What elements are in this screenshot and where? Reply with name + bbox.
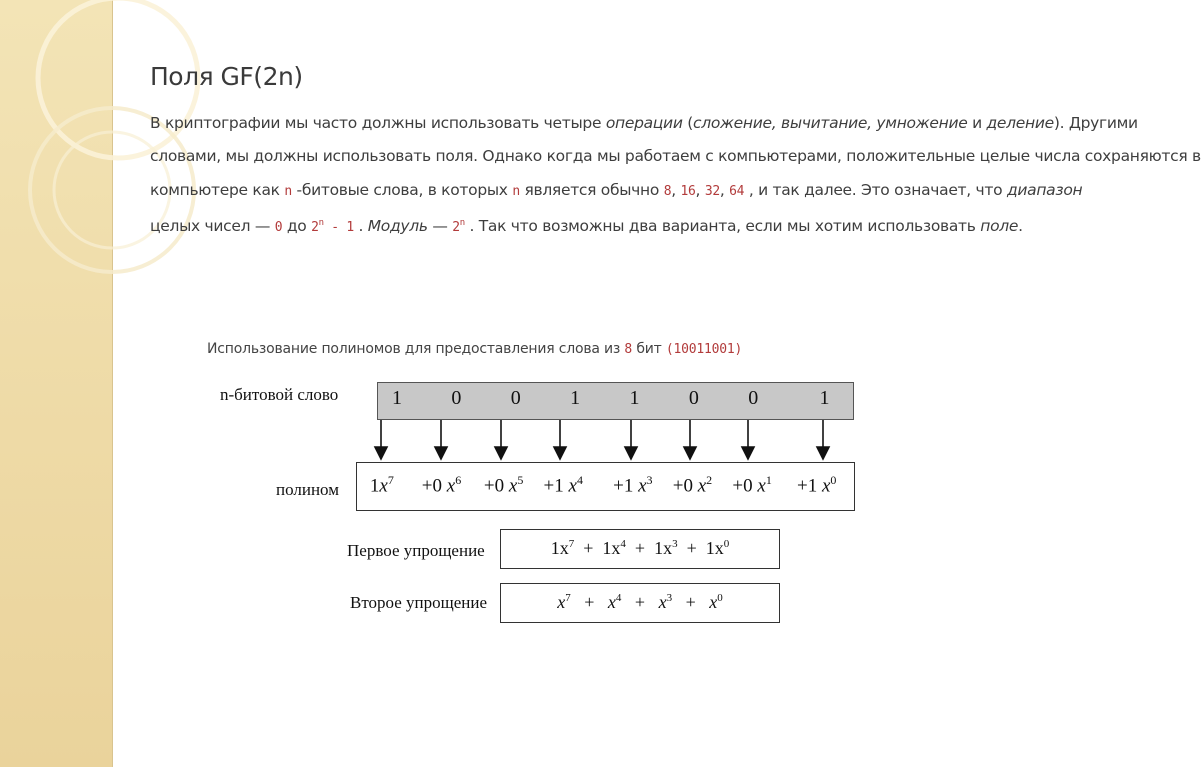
code-value: 2	[311, 220, 319, 235]
exponent: 4	[576, 473, 583, 487]
plus: +	[634, 592, 646, 612]
second-simplification-box	[500, 583, 780, 623]
term: 1x	[654, 538, 673, 558]
code-value: (10011001)	[665, 342, 743, 357]
exponent: 5	[517, 473, 524, 487]
coef: +1	[543, 475, 564, 497]
code-value: 32	[704, 184, 720, 199]
exponent: 0	[717, 592, 723, 604]
var: x	[508, 475, 518, 497]
code-superscript: n	[318, 218, 324, 228]
term: 1x	[705, 538, 724, 558]
decorative-sidebar	[0, 0, 113, 767]
exponent: 3	[646, 473, 653, 487]
text: —	[427, 217, 453, 235]
var: x	[757, 475, 766, 497]
bit-cell: 1	[570, 387, 581, 409]
text: , и так далее. Это означает, что	[744, 181, 1007, 199]
text: (	[682, 114, 693, 132]
plus: +	[584, 592, 595, 612]
plus: +	[634, 538, 646, 558]
var: x	[821, 475, 831, 497]
exponent: 3	[666, 592, 673, 604]
code-value: 2	[452, 220, 460, 235]
polynomial-term	[797, 473, 836, 497]
text: бит	[632, 341, 666, 357]
var: x	[379, 475, 388, 497]
coef: +0	[732, 475, 753, 497]
polynomial-term	[484, 473, 523, 497]
plus: +	[686, 538, 697, 558]
exponent: 2	[706, 473, 713, 487]
text: и	[967, 114, 987, 132]
coef: +1	[797, 475, 818, 497]
text: В криптографии мы часто должны использовать четыре	[150, 114, 606, 132]
text: является обычно	[519, 181, 664, 199]
coef: +1	[613, 475, 634, 497]
exponent: 0	[723, 538, 730, 550]
exponent: 7	[565, 592, 571, 604]
second-simplification-expression	[501, 592, 779, 613]
italic-text: операции	[605, 114, 683, 132]
text: Использование полиномов для предоставления слова из	[207, 341, 625, 357]
paragraph-line-2: словами, мы должны использовать поля. Однако когда мы работаем с компьютерами, положительные целые числа сохраняются в	[150, 147, 1201, 165]
exponent: 7	[387, 473, 394, 487]
coef: +0	[421, 475, 442, 497]
var: x	[446, 475, 456, 497]
term: 1x	[550, 538, 569, 558]
polynomial-term	[370, 473, 394, 497]
exponent: 4	[615, 592, 622, 604]
code-value: 0	[274, 220, 283, 235]
text: .	[353, 217, 368, 235]
bit-cell: 0	[688, 387, 699, 409]
code-value: 16	[680, 184, 696, 199]
code-value: - 1	[323, 220, 354, 235]
text: целых чисел —	[150, 217, 275, 235]
first-simplification-box	[500, 529, 780, 569]
var: x	[697, 475, 707, 497]
term: x	[607, 592, 616, 612]
polynomial-term	[673, 473, 712, 497]
first-simplification-expression	[501, 538, 779, 559]
plus: +	[583, 538, 594, 558]
decorative-circles	[0, 0, 112, 767]
exponent: 7	[568, 538, 575, 550]
code-n: n	[512, 184, 520, 199]
polynomial-label: полином	[276, 480, 339, 499]
bit-cell: 1	[629, 387, 640, 409]
bit-cell: 0	[451, 387, 462, 409]
coef: 1	[369, 475, 380, 497]
polynomial-term	[613, 473, 652, 497]
var: x	[638, 475, 647, 497]
exponent: 6	[455, 473, 462, 487]
paragraph-line-3: компьютере как n -битовые слова, в которых n является обычно 8, 16, 32, 64 , и так далее. Это означает, что диапазон	[150, 181, 1083, 199]
bit-cell: 0	[510, 387, 521, 409]
text: . Так что возможны два варианта, если мы хотим использовать	[464, 217, 981, 235]
text: .	[1018, 217, 1023, 235]
second-simplification-label: Второе упрощение	[350, 593, 488, 612]
slide-content	[112, 0, 1201, 767]
code-superscript: n	[459, 218, 465, 228]
code-value: 64	[729, 184, 745, 199]
bit-cell: 1	[392, 387, 402, 409]
code-value: 8	[663, 184, 672, 199]
code-n: n	[284, 184, 292, 199]
polynomial-box	[356, 462, 855, 511]
exponent: 0	[830, 473, 837, 487]
exponent: 4	[620, 538, 626, 550]
word-label: n-битовой слово	[220, 385, 339, 404]
polynomial-term	[544, 473, 583, 497]
text: до	[282, 217, 312, 235]
code-value: 8	[624, 342, 633, 357]
text: -битовые слова, в которых	[291, 181, 513, 199]
italic-text: деление	[986, 114, 1054, 132]
exponent: 1	[765, 473, 772, 487]
italic-text: Модуль	[367, 217, 428, 235]
text: ). Другими	[1053, 114, 1138, 132]
polynomial-term	[422, 473, 461, 497]
term: x	[557, 592, 566, 612]
polynomial-term	[732, 473, 771, 497]
var: x	[568, 475, 577, 497]
coef: +0	[672, 475, 693, 497]
italic-text: поле	[980, 217, 1019, 235]
text: компьютере как	[150, 181, 285, 199]
plus: +	[685, 592, 696, 612]
italic-text: сложение, вычитание, умножение	[692, 114, 968, 132]
exponent: 3	[672, 538, 678, 550]
first-simplification-label: Первое упрощение	[347, 541, 485, 560]
bit-cell: 0	[748, 387, 759, 409]
italic-text: диапазон	[1006, 181, 1083, 199]
coef: +0	[483, 475, 505, 497]
term: x	[709, 592, 718, 612]
slide-title: Поля GF(2n)	[150, 62, 303, 91]
term: x	[658, 592, 667, 612]
term: 1x	[602, 538, 621, 558]
bit-cell: 1	[819, 387, 830, 409]
